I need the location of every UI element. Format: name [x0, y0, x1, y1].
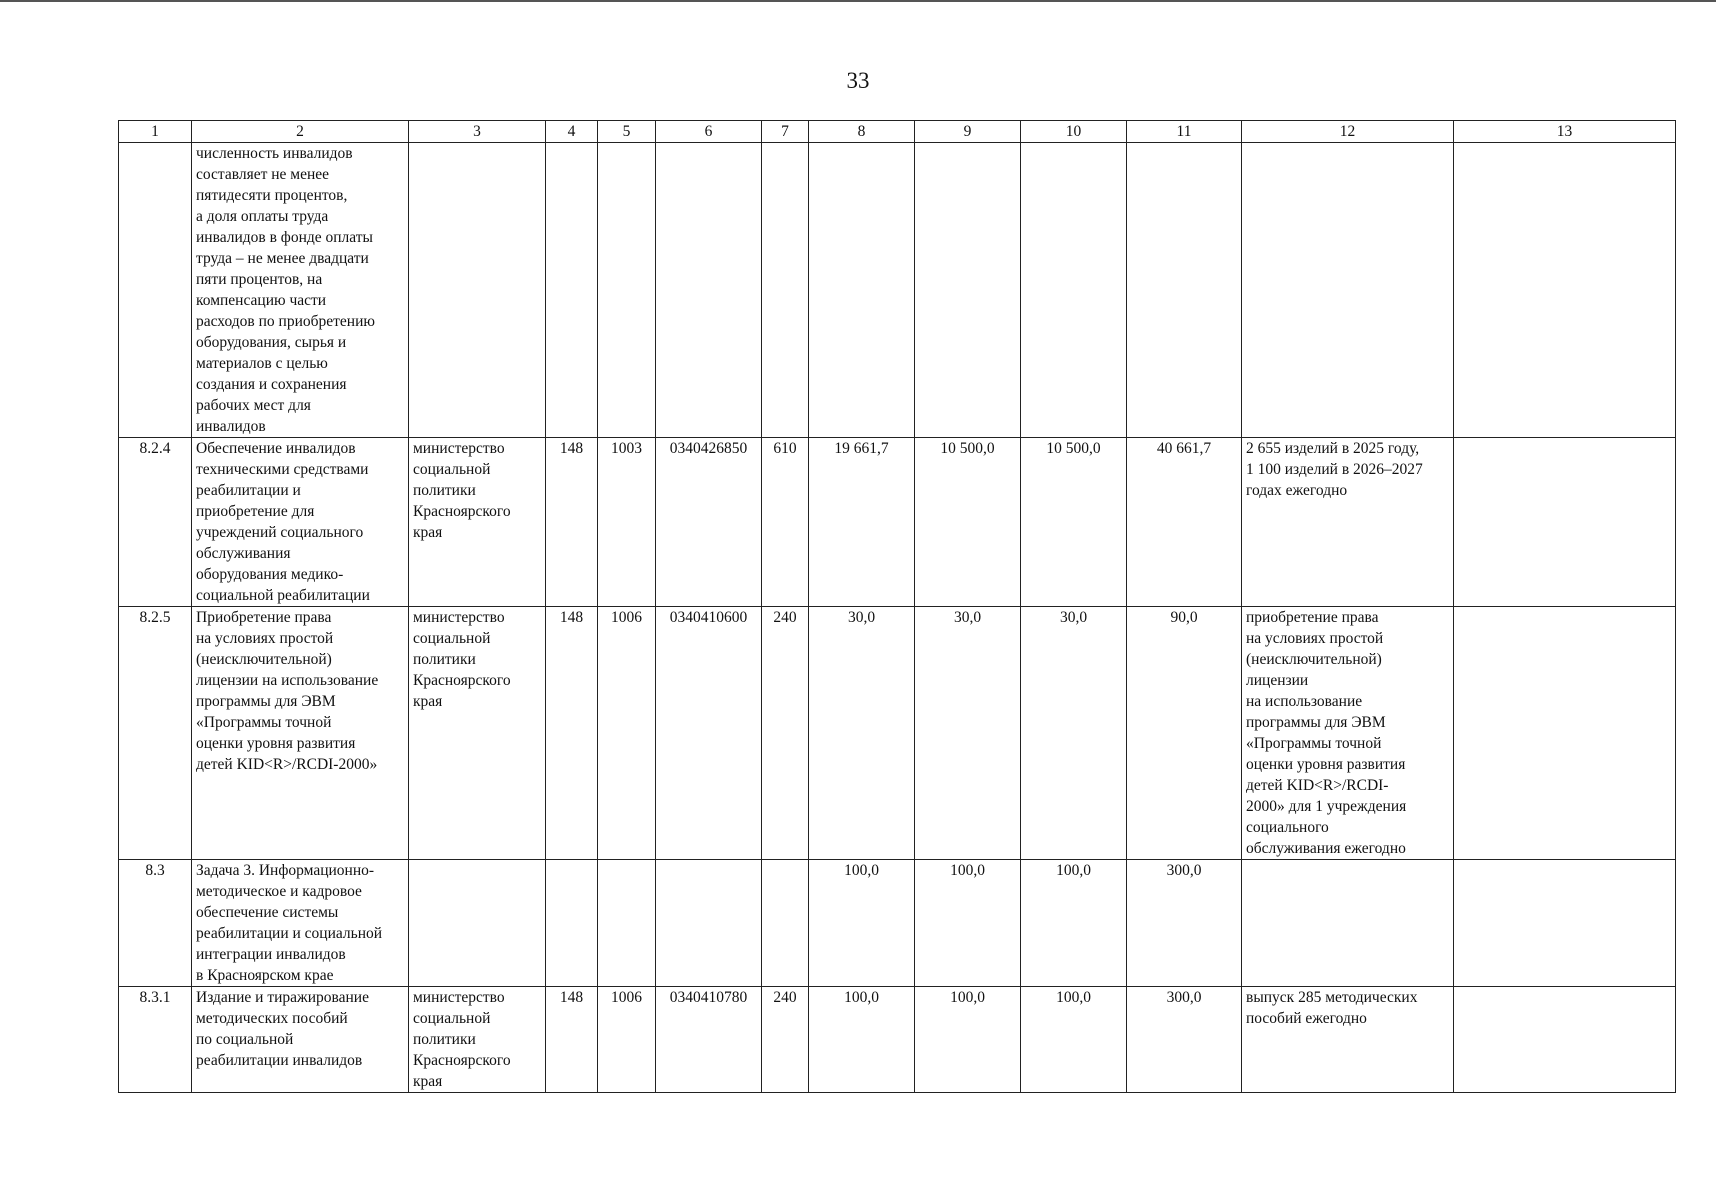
top-border-line: [0, 0, 1716, 2]
csr-code: [656, 860, 762, 987]
rzpr-code: 1003: [598, 438, 656, 607]
column-header: 5: [598, 121, 656, 143]
column-header: 12: [1242, 121, 1454, 143]
vr-code: 240: [762, 607, 809, 860]
activity-name: Обеспечение инвалидов техническими средствами реабилитации и приобретение для учреждений социального обслуживания оборудования медико- социальной реабилитации: [192, 438, 409, 607]
expected-result: 2 655 изделий в 2025 году, 1 100 изделий в 2026–2027 годах ежегодно: [1242, 438, 1454, 607]
table-row: [119, 987, 1676, 1093]
activity-name: Издание и тиражирование методических пособий по социальной реабилитации инвалидов: [192, 987, 409, 1093]
executor: министерство социальной политики Красноярского края: [409, 438, 546, 607]
amount-2025: 100,0: [809, 987, 915, 1093]
column-header: 11: [1127, 121, 1242, 143]
activity-name: Задача 3. Информационно- методическое и кадровое обеспечение системы реабилитации и социальной интеграции инвалидов в Красноярском крае: [192, 860, 409, 987]
column-header: 9: [915, 121, 1021, 143]
activity-name: численность инвалидов составляет не менее пятидесяти процентов, а доля оплаты труда инвалидов в фонде оплаты труда – не менее двадцати пяти процентов, на компенсацию части расходов по приобретению оборудования, сырья и материалов с целью создания и сохранения рабочих мест для инвалидов: [192, 143, 409, 438]
amount-2025: 100,0: [809, 860, 915, 987]
amount-2027: 100,0: [1021, 860, 1127, 987]
vr-code: [762, 143, 809, 438]
column-number-header-row: [119, 121, 1676, 143]
csr-code: 0340410780: [656, 987, 762, 1093]
csr-code: [656, 143, 762, 438]
executor: министерство социальной политики Красноярского края: [409, 607, 546, 860]
column-header: 8: [809, 121, 915, 143]
csr-code: 0340426850: [656, 438, 762, 607]
grbs-code: [546, 143, 598, 438]
vr-code: 240: [762, 987, 809, 1093]
amount-2026: 100,0: [915, 860, 1021, 987]
executor: [409, 143, 546, 438]
activity-name: Приобретение права на условиях простой (неисключительной) лицензии на использование программы для ЭВМ «Программы точной оценки уровня развития детей KID<R>/RCDI-2000»: [192, 607, 409, 860]
column-header: 2: [192, 121, 409, 143]
amount-2026: 30,0: [915, 607, 1021, 860]
table-row: [119, 607, 1676, 860]
column-header: 4: [546, 121, 598, 143]
note: [1454, 438, 1676, 607]
table-row: [119, 438, 1676, 607]
executor: [409, 860, 546, 987]
amount-2027: 100,0: [1021, 987, 1127, 1093]
amount-2027: [1021, 143, 1127, 438]
note: [1454, 607, 1676, 860]
vr-code: [762, 860, 809, 987]
rzpr-code: [598, 860, 656, 987]
column-header: 6: [656, 121, 762, 143]
expected-result: приобретение права на условиях простой (неисключительной) лицензии на использование программы для ЭВМ «Программы точной оценки уровня развития детей KID<R>/RCDI- 2000» для 1 учреждения социального обслуживания ежегодно: [1242, 607, 1454, 860]
item-number: [119, 143, 192, 438]
amount-2025: 19 661,7: [809, 438, 915, 607]
amount-total: 90,0: [1127, 607, 1242, 860]
amount-2026: [915, 143, 1021, 438]
note: [1454, 143, 1676, 438]
rzpr-code: 1006: [598, 607, 656, 860]
amount-2027: 30,0: [1021, 607, 1127, 860]
item-number: 8.3: [119, 860, 192, 987]
note: [1454, 987, 1676, 1093]
rzpr-code: 1006: [598, 987, 656, 1093]
column-header: 1: [119, 121, 192, 143]
executor: министерство социальной политики Красноярского края: [409, 987, 546, 1093]
column-header: 10: [1021, 121, 1127, 143]
amount-total: 300,0: [1127, 987, 1242, 1093]
expected-result: [1242, 143, 1454, 438]
column-header: 3: [409, 121, 546, 143]
expected-result: [1242, 860, 1454, 987]
table-row: [119, 143, 1676, 438]
item-number: 8.2.4: [119, 438, 192, 607]
grbs-code: 148: [546, 607, 598, 860]
vr-code: 610: [762, 438, 809, 607]
grbs-code: 148: [546, 438, 598, 607]
page-number: 33: [846, 68, 870, 93]
amount-2025: [809, 143, 915, 438]
column-header: 7: [762, 121, 809, 143]
grbs-code: [546, 860, 598, 987]
amount-2027: 10 500,0: [1021, 438, 1127, 607]
amount-2026: 100,0: [915, 987, 1021, 1093]
expected-result: выпуск 285 методических пособий ежегодно: [1242, 987, 1454, 1093]
program-activities-table: [118, 120, 1676, 1093]
column-header: 13: [1454, 121, 1676, 143]
rzpr-code: [598, 143, 656, 438]
amount-total: [1127, 143, 1242, 438]
note: [1454, 860, 1676, 987]
amount-total: 40 661,7: [1127, 438, 1242, 607]
csr-code: 0340410600: [656, 607, 762, 860]
amount-total: 300,0: [1127, 860, 1242, 987]
table-row: [119, 860, 1676, 987]
item-number: 8.2.5: [119, 607, 192, 860]
amount-2025: 30,0: [809, 607, 915, 860]
grbs-code: 148: [546, 987, 598, 1093]
item-number: 8.3.1: [119, 987, 192, 1093]
amount-2026: 10 500,0: [915, 438, 1021, 607]
